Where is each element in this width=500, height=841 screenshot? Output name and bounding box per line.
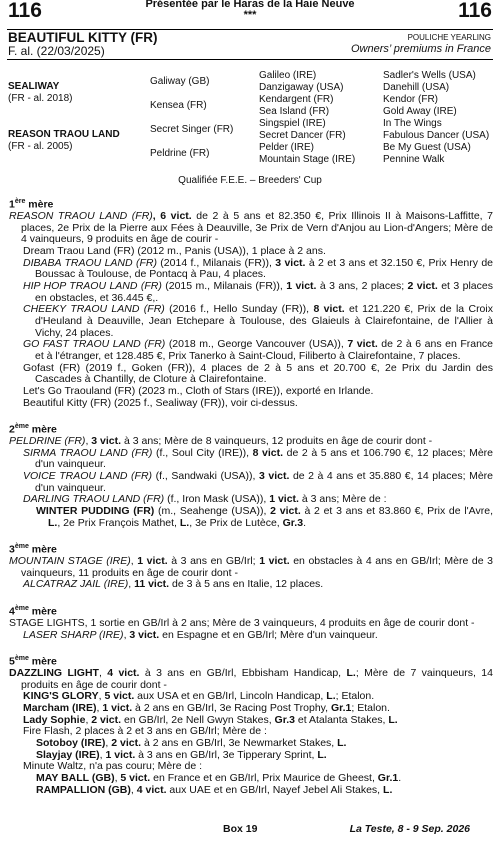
pedigree-gen2-item: Galiway (GB) — [150, 76, 210, 87]
pedigree-gen3-item: Kendargent (FR) — [259, 94, 334, 105]
pedigree-gen4-item: In The Wings — [383, 118, 442, 129]
owners-premium-note: Owners’ premiums in France — [351, 43, 491, 55]
produce-entry: WINTER PUDDING (FR) (m., Seahenge (USA)), 2 vict. à 2 et 3 ans et 83.860 €, Prix de l'Avre, L., 2e Prix François Mathet, L., 3e Prix de Lutèce, Gr.3. — [36, 505, 493, 529]
pedigree-sire: SEALIWAY — [8, 81, 60, 92]
dam-entry: REASON TRAOU LAND (FR), 6 vict. de 2 à 5 ans et 82.350 €, Prix Illinois II à Maisons-Laffitte, 7 places, 2e Prix de la Pierre aux Fées à Deauville, 3e Prix de Vern d'Anjou au Lion-d'Angers; Mère de 4 vainqueurs, 9 produits en âge de courir - — [9, 210, 494, 246]
pedigree-gen3-item: Galileo (IRE) — [259, 70, 317, 81]
produce-entry: Dream Traou Land (FR) (2012 m., Panis (USA)), 1 place à 2 ans. — [23, 245, 326, 258]
pedigree-gen3-item: Mountain Stage (IRE) — [259, 154, 356, 165]
produce-entry: MAY BALL (GB), 5 vict. en France et en GB/Irl, Prix Maurice de Gheest, Gr.1. — [36, 771, 402, 784]
produce-entry: HIP HOP TRAOU LAND (FR) (2015 m., Milanais (FR)), 1 vict. à 3 ans, 2 places; 2 vict. et 3 places en obstacles, et 36.445 €,. — [23, 280, 493, 304]
pedigree-gen4-item: Sadler's Wells (USA) — [383, 70, 476, 81]
lot-number-right: 116 — [458, 0, 492, 22]
produce-entry: SIRMA TRAOU LAND (FR) (f., Soul City (IRE)), 8 vict. de 2 à 5 ans et 106.790 €, 12 places; Mère d'un vainqueur. — [23, 446, 493, 471]
produce-entry: ALCATRAZ JAIL (IRE), 11 vict. de 3 à 5 ans en Italie, 12 places. — [23, 578, 324, 591]
produce-entry: Lady Sophie, 2 vict. en GB/Irl, 2e Nell Gwyn Stakes, Gr.3 et Atalanta Stakes, L. — [23, 713, 398, 726]
pedigree-gen3-item: Sea Island (FR) — [259, 106, 330, 117]
pedigree-gen4-item: Pennine Walk — [383, 154, 445, 165]
presenter-block — [0, 0, 500, 21]
produce-entry: RAMPALLION (GB), 4 vict. aux UAE et en GB/Irl, Nayef Jebel Ali Stakes, L. — [36, 783, 393, 796]
produce-entry: DARLING TRAOU LAND (FR) (f., Iron Mask (USA)), 1 vict. à 3 ans; Mère de : — [23, 493, 387, 506]
horse-name: BEAUTIFUL KITTY (FR) — [8, 30, 158, 45]
section-heading-2: 2ème mère — [9, 422, 57, 436]
produce-entry: Marcham (IRE), 1 vict. à 2 ans en GB/Irl, 3e Racing Post Trophy, Gr.1; Etalon. — [23, 702, 390, 714]
produce-entry: Minute Waltz, n'a pas couru; Mère de : — [23, 760, 203, 773]
pedigree-gen4-item: Be My Guest (USA) — [383, 142, 471, 153]
produce-entry: DIBABA TRAOU LAND (FR) (2014 f., Milanais (FR)), 3 vict. à 2 et 3 ans et 32.150 €, Prix Henry de Boussac à Toulouse, de Pontacq à Pau, 4 places. — [23, 256, 493, 281]
produce-entry: LASER SHARP (IRE), 3 vict. en Espagne et en GB/Irl; Mère d'un vainqueur. — [23, 628, 378, 641]
horse-birth-info: F. al. (22/03/2025) — [8, 44, 105, 58]
footer-box-number: Box 19 — [223, 823, 258, 835]
pedigree-dam: REASON TRAOU LAND — [8, 129, 120, 140]
produce-entry: Slayjay (IRE), 1 vict. à 3 ans en GB/Irl, 3e Tipperary Sprint, L. — [36, 748, 327, 761]
produce-entry: Sotoboy (IRE), 2 vict. à 2 ans en GB/Irl, 3e Newmarket Stakes, L. — [36, 736, 347, 749]
qualification-line: Qualifiée F.E.E. – Breeders' Cup — [178, 175, 322, 186]
produce-entry: Fire Flash, 2 places à 2 et 3 ans en GB/Irl; Mère de : — [23, 725, 267, 738]
section-heading-1: 1ère mère — [9, 198, 54, 211]
pedigree-gen3-item: Danzigaway (USA) — [259, 82, 344, 93]
pedigree-gen2-item: Peldrine (FR) — [150, 148, 210, 159]
section-heading-4: 4ème mère — [9, 604, 57, 618]
pedigree-gen4-item: Kendor (FR) — [383, 94, 439, 105]
produce-entry: KING'S GLORY, 5 vict. aux USA et en GB/Irl, Lincoln Handicap, L.; Etalon. — [23, 690, 375, 703]
dam-entry: DAZZLING LIGHT, 4 vict. à 3 ans en GB/Irl, Ebbisham Handicap, L.; Mère de 7 vainqueurs, 14 produits en âge de courir dont - — [9, 667, 493, 691]
pedigree-gen2-item: Secret Singer (FR) — [150, 124, 234, 135]
produce-entry: CHEEKY TRAOU LAND (FR) (2016 f., Hello Sunday (FR)), 8 vict. et 121.220 €, Prix de la Croix d'Heuland à Deauville, Jean Etchepare à Toulouse, des Glaieuls à Clairefontaine, de l'Allier à Vichy, 24 places. — [23, 303, 493, 339]
sale-category: POULICHE YEARLING — [407, 33, 491, 42]
produce-entry: Beautiful Kitty (FR) (2025 f., Sealiway (FR)), voir ci-dessus. — [23, 396, 298, 409]
presenter-text: Présentée par le Haras de la Haie Neuve — [145, 0, 355, 10]
pedigree-gen3-item: Singspiel (IRE) — [259, 118, 326, 129]
produce-entry: GO FAST TRAOU LAND (FR) (2018 m., George Vancouver (USA)), 7 vict. de 2 à 6 ans en France et à l'étranger, et 128.485 €, Prix Tanerko à Saint-Cloud, Filiberto à Clairefontaine, 7 places. — [23, 338, 493, 363]
pedigree-sire-detail: (FR - al. 2018) — [8, 93, 73, 104]
produce-entry: Let's Go Traouland (FR) (2023 m., Cloth of Stars (IRE)), exporté en Irlande. — [23, 385, 374, 397]
dam-entry: PELDRINE (FR), 3 vict. à 3 ans; Mère de 8 vainqueurs, 12 produits en âge de courir dont - — [9, 435, 433, 448]
pedigree-gen3-item: Secret Dancer (FR) — [259, 130, 346, 141]
section-heading-5: 5ème mère — [9, 654, 57, 668]
pedigree-gen4-item: Danehill (USA) — [383, 82, 450, 93]
section-heading-3: 3ème mère — [9, 543, 57, 556]
presenter-stars: *** — [243, 9, 257, 21]
lot-number-left: 116 — [8, 0, 42, 22]
pedigree-divider — [7, 59, 493, 60]
family-text — [9, 196, 493, 796]
footer-event: La Teste, 8 - 9 Sep. 2026 — [349, 823, 470, 835]
pedigree-dam-detail: (FR - al. 2005) — [8, 141, 73, 152]
pedigree-gen4-item: Fabulous Dancer (USA) — [383, 130, 490, 141]
pedigree-gen4-item: Gold Away (IRE) — [383, 106, 457, 117]
pedigree-gen2-item: Kensea (FR) — [150, 100, 207, 111]
dam-entry: MOUNTAIN STAGE (IRE), 1 vict. à 3 ans en GB/Irl; 1 vict. en obstacles à 4 ans en GB/Irl; Mère de 3 vainqueurs, 11 produits en âge de courir dont - — [9, 555, 493, 579]
dam-entry: STAGE LIGHTS, 1 sortie en GB/Irl à 2 ans; Mère de 3 vainqueurs, 4 produits en âge de courir dont - — [9, 616, 475, 629]
pedigree-gen3-item: Pelder (IRE) — [259, 142, 315, 153]
produce-entry: Gofast (FR) (2019 f., Goken (FR)), 4 places de 2 à 5 ans et 20.700 €, 2e Prix du Jardin des Cascades à Chantilly, de Cloture à Clairefontaine. — [23, 361, 493, 386]
produce-entry: VOICE TRAOU LAND (FR) (f., Sandwaki (USA)), 3 vict. de 2 à 4 ans et 35.880 €, 14 places; Mère d'un vainqueur. — [23, 470, 493, 494]
